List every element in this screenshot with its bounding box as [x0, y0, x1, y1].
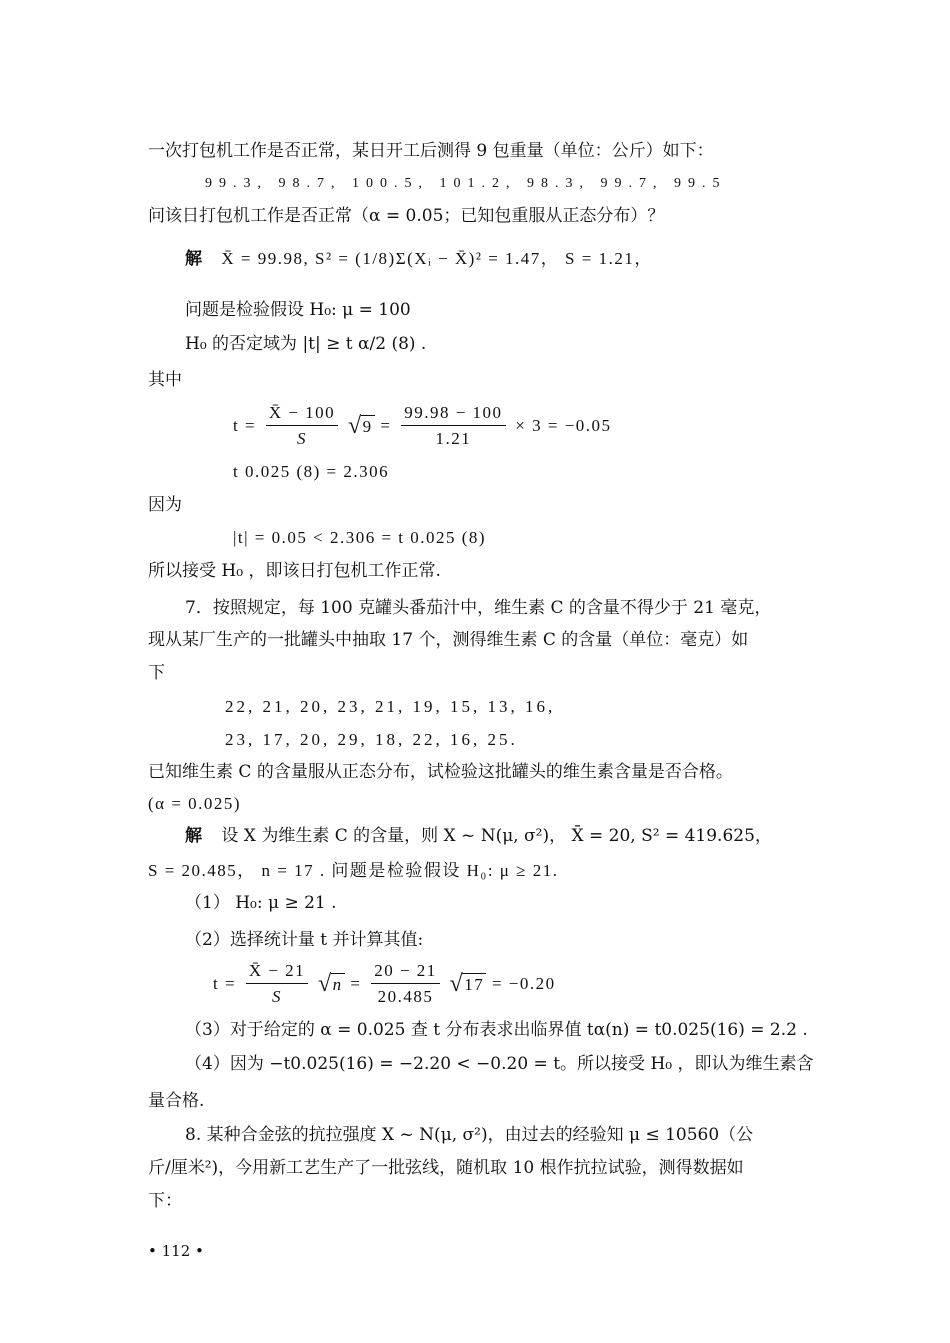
sqrt-icon-2: √	[317, 970, 333, 997]
problem-8-line-3: 下：	[148, 1191, 182, 1211]
alpha-line: (α = 0.025)	[148, 794, 242, 813]
text-line-3: 问该日打包机工作是否正常（α = 0.05；已知包重服从正态分布）？	[148, 206, 665, 226]
fraction-4-denominator: 20.485	[377, 987, 434, 1006]
rejection-region-line: H₀ 的否定域为 |t| ≥ t α/2 (8) .	[185, 334, 427, 354]
critical-value-line: t 0.025 (8) = 2.306	[233, 462, 390, 481]
data-values-1: 99.3, 98.7, 100.5, 101.2, 98.3, 99.7, 99.5	[205, 176, 727, 191]
problem-7-line-6: 已知维生素 C 的含量服从正态分布，试检验这批罐头的维生素含量是否合格。	[148, 762, 733, 782]
solution-line-1	[185, 248, 653, 270]
solution-7-line-1	[185, 825, 772, 847]
fraction-1	[266, 402, 338, 450]
fraction-4	[371, 960, 440, 1008]
fraction-3-numerator: X̄ − 21	[246, 960, 308, 984]
text-yinwei: 因为	[148, 495, 182, 515]
sqrt-17: 17	[464, 974, 485, 994]
page-number: • 112 •	[148, 1242, 204, 1260]
t-equals-2: t =	[213, 974, 237, 993]
fraction-1-denominator: S	[297, 429, 307, 448]
problem-8-line-2: 斤/厘米²)，今用新工艺生产了一批弦线，随机取 10 根作抗拉试验，测得数据如	[148, 1158, 744, 1178]
problem-8-line-1: 8. 某种合金弦的抗拉强度 X ~ N(μ, σ²)，由过去的经验知 μ ≤ 10560（公	[185, 1125, 754, 1145]
problem-7-line-2: 现从某厂生产的一批罐头中抽取 17 个，测得维生素 C 的含量（单位：毫克）如	[148, 630, 749, 650]
data-values-2b: 23, 17, 20, 29, 18, 22, 16, 25.	[225, 730, 518, 749]
step-4: （4）因为 −t0.025(16) = −2.20 < −0.20 = t。所以接受 H₀ ，即认为维生素含	[185, 1054, 814, 1074]
fraction-2-numerator: 99.98 − 100	[401, 402, 505, 426]
fraction-2-denominator: 1.21	[435, 429, 472, 448]
text-qizhong: 其中	[148, 370, 182, 390]
step-1: （1） H₀: μ ≥ 21 .	[185, 893, 337, 913]
solution-label: 解	[185, 249, 202, 269]
step-3: （3）对于给定的 α = 0.025 查 t 分布表求出临界值 tα(n) = t0.025(16) = 2.2 .	[185, 1020, 808, 1040]
hypothesis-line: 问题是检验假设 H₀: μ = 100	[185, 300, 411, 320]
t-result-2: = −0.20	[491, 974, 556, 993]
fraction-3-denominator: S	[272, 987, 282, 1006]
sqrt-n: n	[332, 974, 343, 994]
solution-7-text: 设 X 为维生素 C 的含量，则 X ~ N(μ, σ²)， X̄ = 20, S² = 419.625，	[221, 826, 772, 846]
solution-label-2: 解	[185, 826, 202, 846]
fraction-3	[246, 960, 308, 1008]
text-line-1: 一次打包机工作是否正常，某日开工后测得 9 包重量（单位：公斤）如下：	[148, 141, 714, 161]
fraction-2	[401, 402, 505, 450]
sqrt-9: 9	[362, 416, 373, 436]
conclusion-line: 所以接受 H₀ ，即该日打包机工作正常.	[148, 561, 441, 581]
sqrt-icon: √	[347, 412, 363, 439]
step-2: （2）选择统计量 t 并计算其值:	[185, 930, 424, 950]
problem-7-line-1: 7．按照规定，每 100 克罐头番茄汁中，维生素 C 的含量不得少于 21 毫克，	[185, 598, 772, 618]
sqrt-icon-3: √	[449, 970, 465, 997]
t-equals: t =	[233, 416, 257, 435]
t-statistic-formula-1: t = $\frac{X̄ - 100}{S}$ √9 = $\frac{99.98 - 100}{1.21}$ × 3 = −0.05	[233, 403, 612, 448]
problem-7-line-3: 下	[148, 663, 165, 683]
solution-7-line-2: S = 20.485， n = 17 . 问题是检验假设 H₀: μ ≥ 21.	[148, 861, 559, 880]
comparison-line: |t| = 0.05 < 2.306 = t 0.025 (8)	[233, 528, 487, 547]
fraction-4-numerator: 20 − 21	[371, 960, 440, 984]
data-values-2a: 22, 21, 20, 23, 21, 19, 15, 13, 16,	[225, 697, 556, 716]
step-4-cont: 量合格.	[148, 1091, 205, 1111]
t-statistic-formula-2: t = $\frac{X̄ - 21}{S}$ √n = $\frac{20 - 21}{20.485}$ √17 = −0.20	[213, 961, 556, 1006]
fraction-1-numerator: X̄ − 100	[266, 402, 338, 426]
t-result: × 3 = −0.05	[515, 416, 612, 435]
formula-mean-variance: X̄ = 99.98, S² = (1/8)Σ(Xᵢ − X̄)² = 1.47， S = 1.21，	[221, 249, 653, 268]
